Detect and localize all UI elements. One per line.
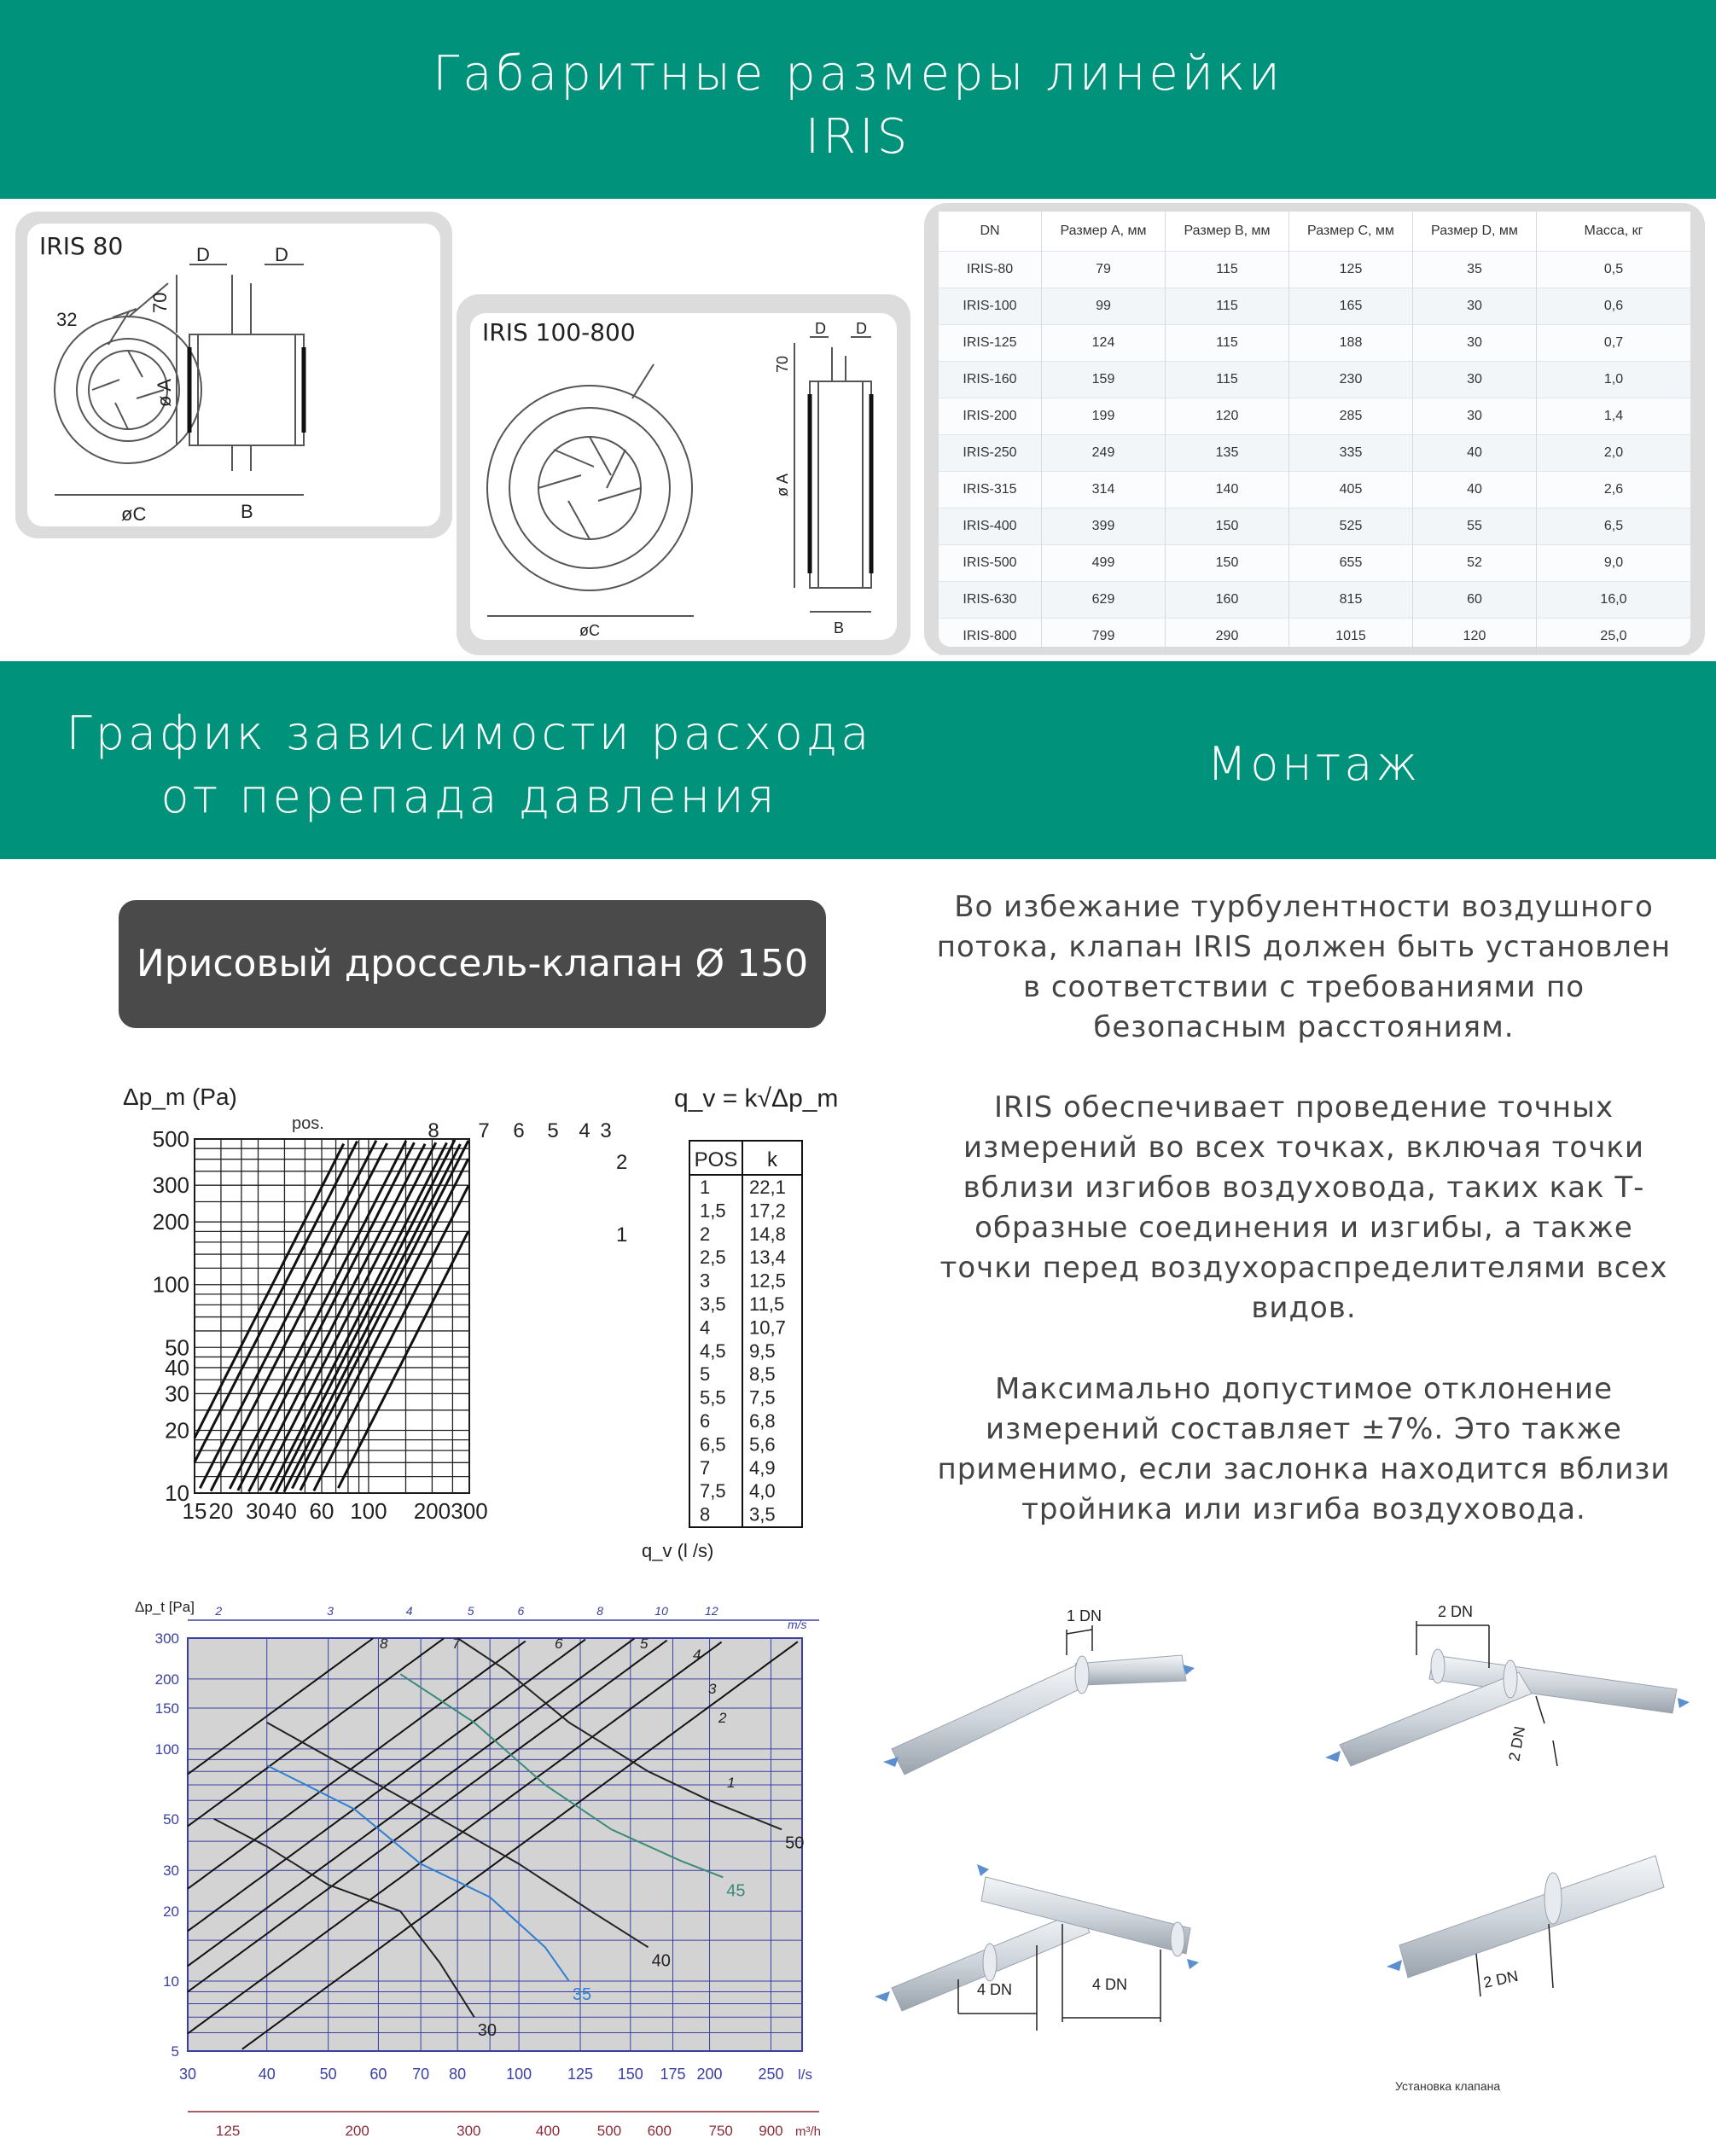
col-mass: Масса, кг: [1584, 224, 1643, 238]
chart2-noise-label: 50: [785, 1833, 805, 1853]
k-table-pos: 2,5: [700, 1247, 726, 1269]
k-table-pos: 5: [700, 1363, 711, 1386]
chart1-ytick: 40: [165, 1354, 189, 1380]
chart1-line-label: 5: [547, 1119, 559, 1142]
table-cell: 335: [1289, 435, 1413, 472]
chart1-ylabel: Δp_m (Pa): [123, 1084, 237, 1110]
chart2-m3h-tick: 600: [647, 2123, 672, 2139]
chart2-ms-tick: 6: [517, 1604, 525, 1618]
table-cell: 199: [1042, 398, 1166, 435]
k-table-k: 4,9: [749, 1456, 776, 1479]
table-cell: 120: [1166, 398, 1289, 435]
table-cell: 815: [1289, 582, 1413, 619]
chart1-xtick: 200: [413, 1498, 451, 1524]
k-table-pos: 3: [700, 1270, 711, 1292]
table-cell: 629: [1042, 582, 1166, 619]
chart1-xtick: 60: [309, 1498, 334, 1524]
chart2-ytick: 5: [171, 2043, 179, 2060]
chart2-ms-tick: 5: [467, 1604, 474, 1618]
k-table-k: 22,1: [749, 1177, 786, 1198]
chart1-series-line: [300, 1159, 468, 1491]
table-cell: IRIS-200: [939, 398, 1042, 435]
chart1-ytick: 200: [152, 1209, 189, 1235]
table-cell: 52: [1413, 545, 1537, 582]
table-row: [939, 252, 1690, 288]
table-cell: 9,0: [1603, 555, 1624, 570]
chart-pressure-flow: [111, 1071, 896, 1591]
table-cell: 120: [1413, 619, 1537, 655]
table-cell: IRIS-315: [939, 472, 1042, 508]
table-cell: 2,0: [1537, 435, 1691, 472]
header-band: [0, 0, 1716, 199]
chart2-xtick: 80: [449, 2066, 467, 2083]
k-table-pos: 4: [700, 1316, 711, 1339]
mounting-paragraph-1: Во избежание турбулентности воздушного потока, клапан IRIS должен быть установлен в соответствии с требованиями по безопасным расстояниям.: [936, 890, 1672, 1044]
chart2-ytick: 200: [154, 1671, 179, 1688]
chart2-ytick: 150: [154, 1700, 179, 1717]
dim-d2: D: [275, 244, 288, 265]
dims-table-header: [939, 212, 1690, 252]
table-cell: 160: [1166, 582, 1289, 619]
chart2-position-label: 7: [452, 1636, 461, 1652]
mounting-paragraph-2: IRIS обеспечивает проведение точных измерений во всех точках, включая точки вблизи изгибов воздуховода, таких как Т-образные соединения и изгибы, а также точки перед воздухораспределителями всех видов.: [939, 1090, 1668, 1325]
dim-c: øC: [579, 622, 600, 639]
table-cell: 165: [1289, 288, 1413, 325]
dim-70: 70: [774, 355, 791, 373]
label-4dn-a: 4 DN: [977, 1981, 1013, 1998]
chart2-m3h-tick: 500: [596, 2123, 622, 2139]
chart2-noise-label: 35: [572, 1985, 592, 2005]
table-cell: 115: [1166, 362, 1289, 398]
label-2dn-c: 2 DN: [1481, 1967, 1520, 1991]
chart2-m3h-tick: 900: [759, 2123, 783, 2139]
chart1-ytick: 20: [165, 1417, 189, 1444]
table-cell: IRIS-80: [939, 252, 1042, 288]
chart2-noise-label: 30: [477, 2021, 497, 2041]
k-table-pos: 7: [700, 1456, 711, 1479]
table-cell: IRIS-800: [939, 619, 1042, 655]
table-cell: IRIS-400: [939, 508, 1042, 545]
chart1-xtick: 20: [208, 1498, 234, 1524]
table-cell: 79: [1042, 252, 1166, 288]
chart2-xtick: 200: [696, 2066, 723, 2083]
k-table-pos: 5,5: [700, 1386, 726, 1409]
table-cell: 399: [1042, 508, 1166, 545]
chart1-formula: q_v = k√Δp_m: [674, 1084, 839, 1113]
chart2-ms-tick: 4: [405, 1604, 413, 1618]
chart2-position-label: 3: [708, 1681, 717, 1697]
table-cell: 135: [1166, 435, 1289, 472]
col-a: Размер A, мм: [1042, 212, 1166, 252]
col-b: Размер B, мм: [1166, 212, 1289, 252]
chart2-ytick: 30: [163, 1863, 179, 1880]
table-cell: 285: [1289, 398, 1413, 435]
mounting-caption: Установка клапана: [1395, 2079, 1501, 2093]
k-table-pos: 6,5: [700, 1433, 726, 1456]
chart2-noise-label: 45: [726, 1881, 746, 1901]
col-d: Размер D, мм: [1413, 212, 1537, 252]
table-cell: 115: [1166, 288, 1289, 325]
chart1-line-label: 4: [579, 1119, 590, 1142]
dim-d2: D: [856, 320, 867, 337]
dim-d1: D: [196, 244, 210, 265]
chart2-xtick: 100: [506, 2066, 532, 2083]
iris80-card: [15, 212, 452, 538]
table-cell: 0,5: [1603, 262, 1624, 276]
chart2-ms-tick: 3: [327, 1604, 334, 1618]
table-cell: 30: [1413, 288, 1537, 325]
k-table-k: 11,5: [749, 1293, 785, 1315]
table-cell: 115: [1166, 325, 1289, 362]
table-cell: 150: [1166, 545, 1289, 582]
table-cell: 25,0: [1600, 629, 1627, 643]
table-cell: 2,6: [1603, 482, 1624, 497]
chart1-ytick: 500: [152, 1126, 189, 1152]
k-table-k: 14,8: [749, 1223, 786, 1245]
table-cell: 125: [1289, 252, 1413, 288]
table-row: [939, 545, 1690, 582]
chart2-ms-tick: 12: [705, 1604, 718, 1618]
chart1-line-label: 6: [513, 1119, 525, 1142]
chart-noise-flow: [119, 1593, 828, 2156]
chart2-xtick: 30: [178, 2066, 197, 2083]
table-cell: 16,0: [1537, 582, 1691, 619]
table-cell: 40: [1413, 435, 1537, 472]
table-cell: 30: [1413, 325, 1537, 362]
chart1-ytick: 30: [165, 1380, 189, 1407]
iris80-label: IRIS 80: [39, 232, 124, 260]
table-row: [939, 508, 1690, 545]
chart2-ms-tick: 8: [596, 1604, 604, 1618]
chart2-unit-ls: l/s: [798, 2066, 812, 2083]
chart2-ms-tick: 2: [215, 1604, 223, 1618]
chart1-line-label: 7: [478, 1119, 490, 1142]
chart2-xtick: 125: [567, 2066, 594, 2083]
chart1-line-label: 1: [616, 1223, 628, 1247]
label-2dn-a: 2 DN: [1438, 1603, 1474, 1620]
table-cell: 525: [1289, 508, 1413, 545]
table-row: [939, 472, 1690, 508]
table-row: [939, 398, 1690, 435]
table-cell: 124: [1042, 325, 1166, 362]
table-cell: 249: [1042, 435, 1166, 472]
table-cell: 115: [1166, 252, 1289, 288]
table-cell: 1,0: [1537, 362, 1691, 398]
table-cell: IRIS-500: [939, 545, 1042, 582]
table-cell: IRIS-160: [939, 362, 1042, 398]
chart2-m3h-tick: 400: [535, 2123, 561, 2139]
dims-table-card: [924, 203, 1705, 655]
chart1-xtick: 300: [451, 1498, 488, 1524]
label-4dn-b: 4 DN: [1092, 1976, 1128, 1993]
chart2-ms-tick: 10: [654, 1604, 668, 1618]
chart2-position-label: 6: [555, 1636, 563, 1652]
table-cell: 30: [1413, 398, 1537, 435]
chart2-unit-ms: m/s: [788, 1618, 807, 1631]
chart2-xtick: 175: [660, 2066, 686, 2083]
label-2dn-b: 2 DN: [1505, 1724, 1529, 1763]
chart1-xtick: 100: [350, 1498, 387, 1524]
dim-a: ø A: [774, 473, 791, 497]
chart2-position-label: 2: [718, 1710, 727, 1726]
chart2-position-label: 8: [380, 1636, 388, 1652]
k-table-k: 9,5: [749, 1340, 776, 1362]
table-cell: 405: [1289, 472, 1413, 508]
chart1-ytick: 100: [152, 1271, 189, 1298]
dim-b: B: [241, 501, 253, 522]
chart2-noise-label: 40: [651, 1951, 671, 1971]
table-cell: 40: [1413, 472, 1537, 508]
valve-title-pill: Ирисовый дроссель-клапан Ø 150: [119, 900, 826, 1028]
dim-70: 70: [149, 292, 171, 313]
k-table-k: 6,8: [749, 1410, 776, 1432]
k-table-k: 7,5: [749, 1386, 776, 1409]
table-cell: 99: [1042, 288, 1166, 325]
chart1-line-label: 3: [600, 1119, 612, 1142]
table-cell: IRIS-250: [939, 435, 1042, 472]
chart2-position-label: 4: [693, 1647, 701, 1663]
chart2-unit-m3h: m³/h: [795, 2124, 821, 2139]
iris100-card: [457, 294, 910, 655]
table-cell: 159: [1042, 362, 1166, 398]
chart2-position-label: 5: [640, 1636, 649, 1652]
table-cell: 499: [1042, 545, 1166, 582]
mounting-paragraph-3: Максимально допустимое отклонение измерений составляет ±7%. Это также применимо, если заслонка находится вблизи тройника или изгиба воздуховода.: [937, 1372, 1671, 1526]
k-table-k: 8,5: [749, 1363, 776, 1386]
chart2-ytick: 100: [154, 1740, 179, 1758]
chart2-xtick: 40: [258, 2066, 276, 2083]
table-row: [939, 362, 1690, 398]
chart1-ytick: 50: [165, 1334, 189, 1361]
chart1-line-label: 2: [616, 1151, 628, 1174]
k-table-pos: 3,5: [700, 1293, 726, 1315]
k-table-pos: 1: [700, 1177, 711, 1198]
chart2-m3h-tick: 300: [457, 2123, 481, 2139]
dim-b: B: [834, 619, 845, 636]
chart2-ytick: 300: [154, 1630, 179, 1647]
k-table-k: 5,6: [749, 1433, 776, 1456]
table-row: [939, 619, 1690, 655]
col-c: Размер C, мм: [1289, 212, 1413, 252]
chart2-m3h-tick: 200: [345, 2123, 369, 2139]
dim-d1: D: [815, 320, 826, 337]
chart2-ytick: 20: [163, 1903, 179, 1921]
chart1-pos-label: pos.: [292, 1114, 324, 1133]
chart1-xtick: 15: [182, 1498, 207, 1524]
col-dn: DN: [939, 212, 1042, 252]
k-table-pos: 8: [700, 1503, 711, 1525]
chart2-ytick: 10: [163, 1973, 179, 1990]
table-cell: IRIS-100: [939, 288, 1042, 325]
k-table-header: k: [767, 1148, 777, 1171]
table-cell: 60: [1413, 582, 1537, 619]
k-table-k: 3,5: [749, 1503, 776, 1525]
chart1-line-label: 8: [428, 1119, 439, 1142]
chart2-m3h-tick: 125: [215, 2123, 241, 2139]
table-cell: 314: [1042, 472, 1166, 508]
iris100-label: IRIS 100-800: [482, 318, 636, 346]
k-table-pos: 2: [700, 1223, 711, 1245]
chart2-ylabel: Δp_t [Pa]: [135, 1599, 195, 1615]
k-table-k: 13,4: [749, 1247, 786, 1269]
table-cell: 140: [1166, 472, 1289, 508]
chart1-ytick: 10: [165, 1480, 189, 1506]
table-cell: 1,4: [1603, 409, 1624, 423]
k-table-k: 10,7: [749, 1316, 786, 1339]
table-cell: 55: [1413, 508, 1537, 545]
table-row: [939, 325, 1690, 362]
chart2-position-label: 1: [727, 1775, 736, 1791]
k-table-pos: 7,5: [700, 1480, 726, 1502]
table-cell: 0,6: [1537, 288, 1691, 325]
section2-band: [0, 661, 1716, 859]
iris80-drawing: [27, 224, 440, 526]
table-row: [939, 288, 1690, 325]
label-1dn: 1 DN: [1067, 1607, 1102, 1624]
dim-c: øC: [121, 503, 147, 525]
chart2-ytick: 50: [163, 1810, 179, 1828]
table-cell: 230: [1289, 362, 1413, 398]
k-table-k: 12,5: [749, 1270, 786, 1292]
table-cell: 30: [1413, 362, 1537, 398]
chart-section-title: График зависимости расхода от перепада давления: [66, 706, 873, 823]
chart2-m3h-tick: 750: [708, 2123, 733, 2139]
chart2-xtick: 250: [758, 2066, 784, 2083]
table-cell: 290: [1166, 619, 1289, 655]
table-row: [939, 435, 1690, 472]
table-row: [939, 582, 1690, 619]
k-table-header: POS: [694, 1148, 738, 1171]
k-table-pos: 1,5: [700, 1200, 726, 1222]
page-title: Габаритные размеры линейки IRIS: [433, 46, 1283, 165]
table-cell: 150: [1166, 508, 1289, 545]
mounting-section-title: Монтаж: [1207, 737, 1422, 791]
table-cell: IRIS-630: [939, 582, 1042, 619]
chart1-xtick: 30: [246, 1498, 270, 1524]
table-cell: 799: [1042, 619, 1166, 655]
k-table-pos: 4,5: [700, 1340, 726, 1362]
k-table-k: 17,2: [749, 1200, 786, 1222]
chart2-xtick: 70: [412, 2066, 430, 2083]
table-cell: 6,5: [1537, 508, 1691, 545]
table-cell: 188: [1289, 325, 1413, 362]
chart2-xtick: 50: [319, 2066, 337, 2083]
chart2-xtick: 60: [369, 2066, 387, 2083]
table-cell: IRIS-125: [939, 325, 1042, 362]
chart1-xlabel: q_v (l /s): [642, 1540, 714, 1561]
dims-table: [939, 212, 1690, 655]
table-cell: 1015: [1289, 619, 1413, 655]
dim-32: 32: [56, 309, 78, 330]
chart1-xtick: 40: [271, 1498, 297, 1524]
table-cell: 0,7: [1603, 335, 1624, 350]
table-cell: 35: [1413, 252, 1537, 288]
dim-a: ø A: [154, 378, 175, 407]
table-cell: 655: [1289, 545, 1413, 582]
k-table-k: 4,0: [749, 1480, 776, 1502]
chart1-ytick: 300: [152, 1172, 189, 1199]
k-table-pos: 6: [700, 1410, 711, 1432]
mounting-illustrations: [858, 1587, 1711, 2116]
chart2-xtick: 150: [617, 2066, 643, 2083]
iris100-drawing: [470, 313, 897, 640]
